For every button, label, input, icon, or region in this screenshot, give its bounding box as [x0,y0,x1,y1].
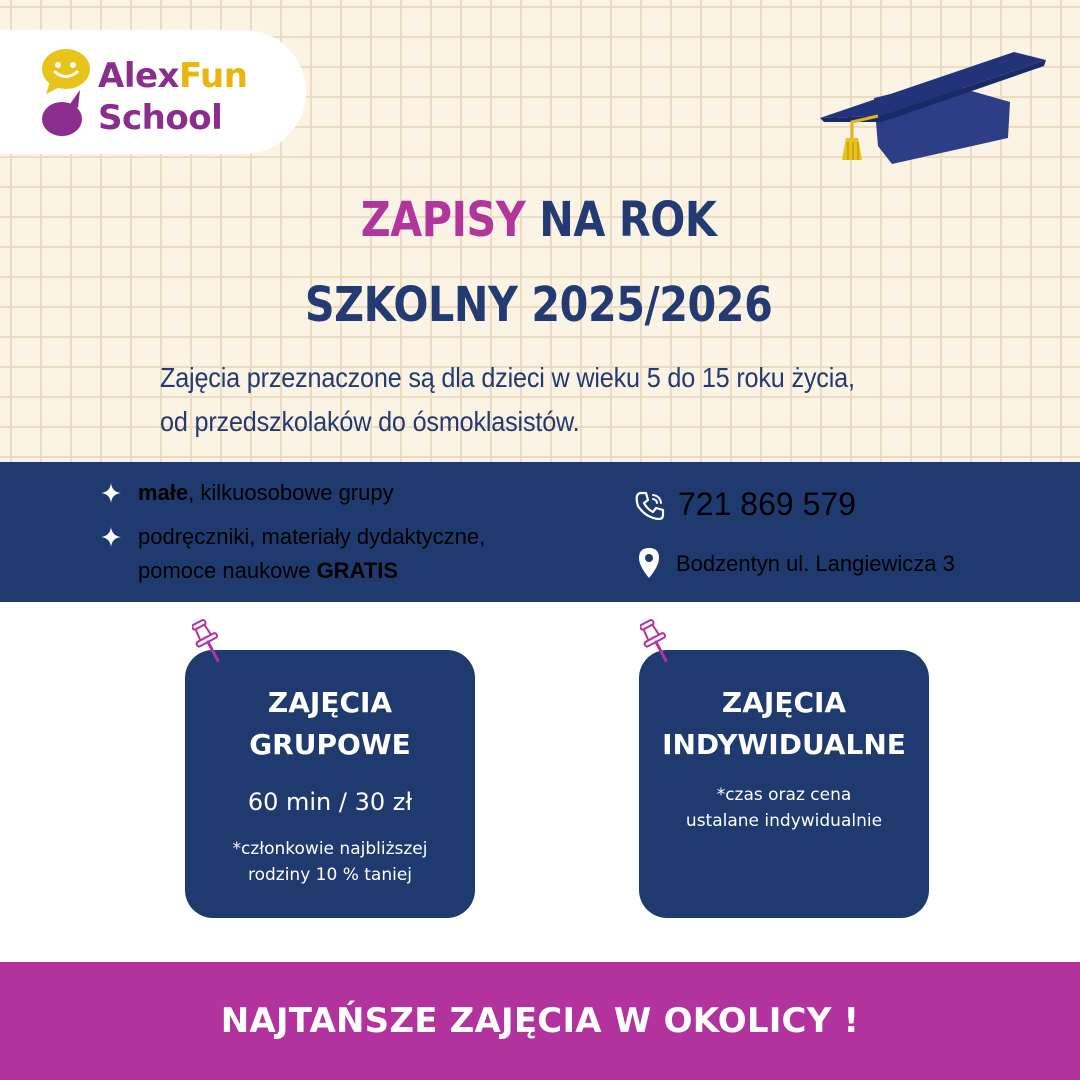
phone-number: 721 869 579 [678,486,856,522]
address-text: Bodzentyn ul. Langiewicza 3 [676,551,955,576]
group-note-line1: *członkowie najbliższej [232,839,428,859]
group-title-line2: GRUPOWE [249,728,411,761]
logo-wordmark-line1 [98,56,247,96]
individual-title-line2: INDYWIDUALNE [662,728,906,761]
location-pin-icon [638,547,660,579]
logo-fun: Fun [178,56,248,96]
logo-wordmark-line2: School [98,98,223,138]
address-contact [638,547,955,581]
individual-card-title [639,650,929,766]
graduation-cap-icon [818,46,1050,168]
individual-note-line2: ustalane indywidualnie [685,811,883,831]
sparkle-icon [100,526,122,548]
group-price: 60 min / 30 zł [247,788,413,816]
group-note-line2: rodziny 10 % taniej [247,865,413,885]
group-note [185,836,475,888]
feature-groups-text: , kilkuosobowe grupy [188,480,394,505]
title-line1-rest: NA ROK [525,192,717,248]
title-line2: SZKOLNY 2025/2026 [304,277,773,334]
speech-bubble-smiley-icon [40,46,92,136]
push-pin-icon [640,617,672,667]
individual-classes-card [639,650,929,918]
logo-alex: Alex [98,56,179,96]
feature-materials-line1: podręczniki, materiały dydaktyczne, [138,524,486,549]
individual-title-line1: ZAJĘCIA [721,686,847,719]
feature-item-materials [100,520,485,588]
push-pin-icon [192,617,224,667]
footer-banner: NAJTAŃSZE ZAJĘCIA W OKOLICY ! [0,962,1080,1080]
subtitle [160,356,952,444]
sparkle-icon [100,482,122,504]
group-classes-card [185,650,475,918]
group-title-line1: ZAJĘCIA [267,686,393,719]
page-title [74,178,1003,349]
group-card-title [185,650,475,766]
subtitle-line2: od przedszkolaków do ósmoklasistów. [160,406,580,437]
feature-item-groups [100,476,394,510]
phone-contact[interactable] [634,486,856,523]
feature-materials-line2: pomoce naukowe [138,558,317,583]
individual-note [639,782,929,834]
phone-icon [634,490,666,522]
title-highlight: ZAPISY [360,192,526,248]
feature-bold-small: małe [138,480,189,505]
feature-bold-free: GRATIS [316,558,399,583]
title-line1 [74,178,1003,263]
subtitle-line1: Zajęcia przeznaczone są dla dzieci w wieku 5 do 15 roku życia, [160,362,855,393]
individual-note-line1: *czas oraz cena [716,785,852,805]
